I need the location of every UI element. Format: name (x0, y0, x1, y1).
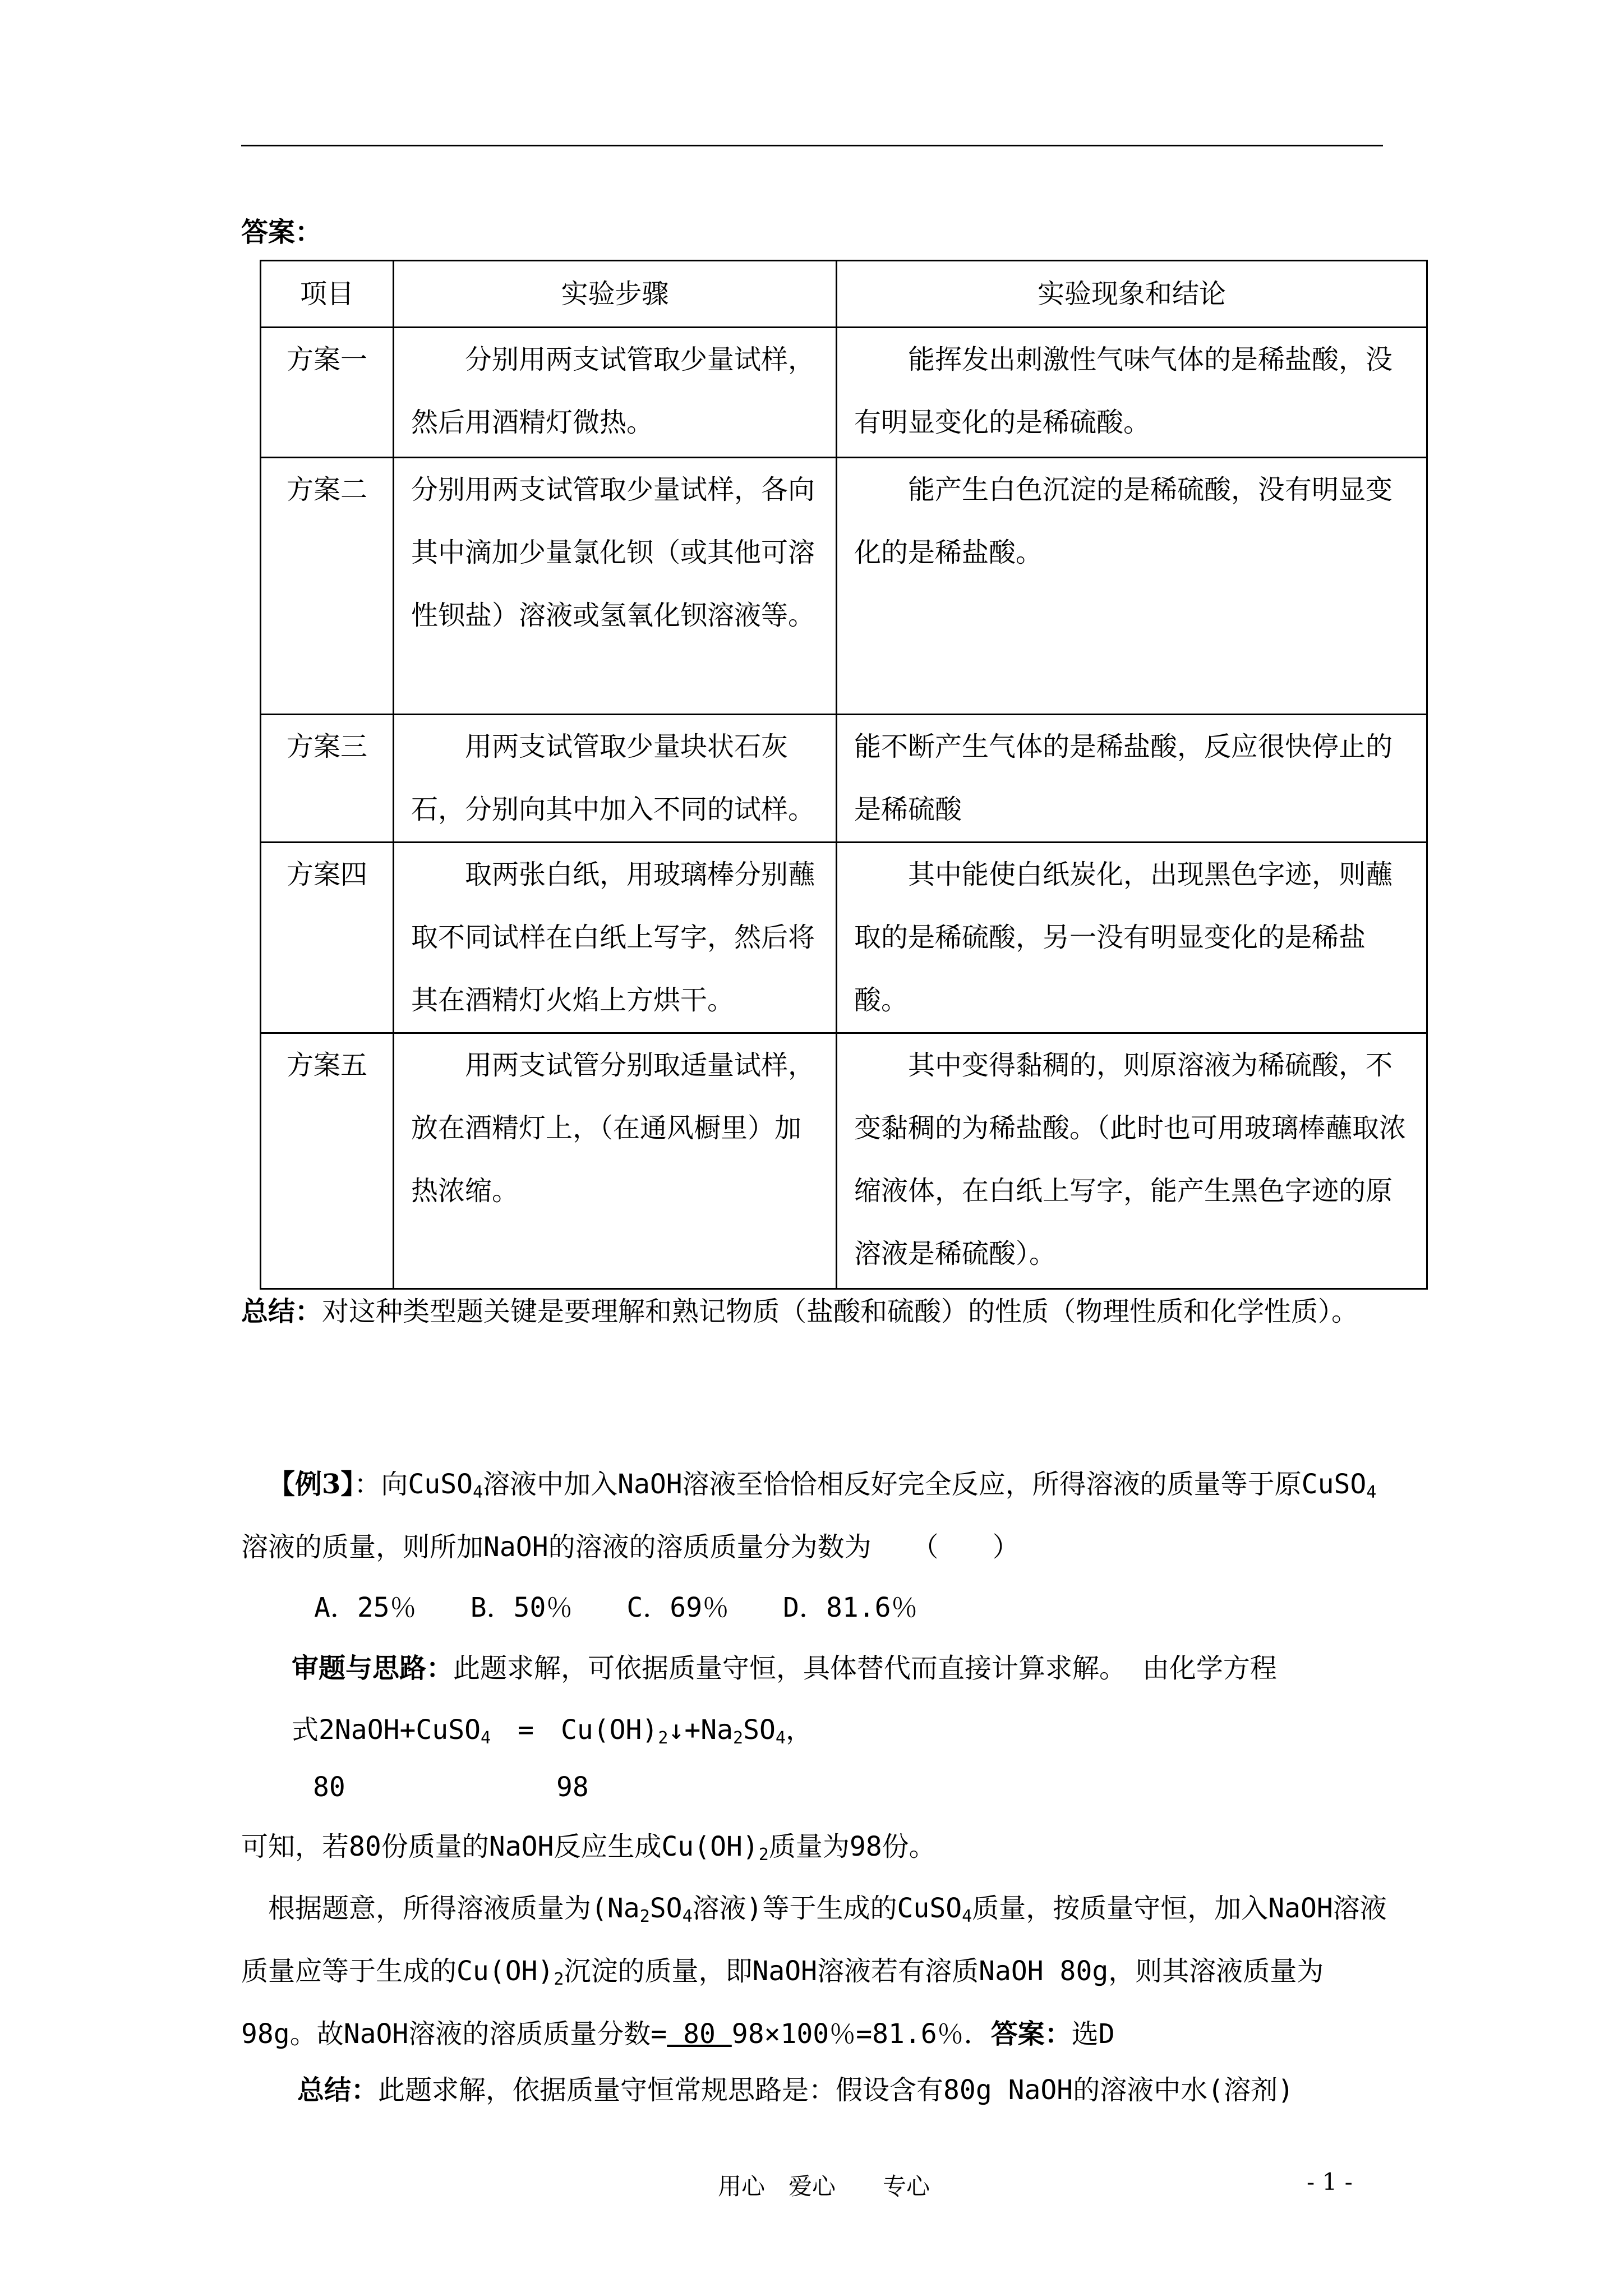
subscript: 2 (758, 1845, 769, 1865)
reasoning-text: 根据题意，所得溶液质量为(Na (268, 1893, 640, 1924)
row-name: 方案四 (261, 843, 394, 1033)
table-row (261, 458, 1427, 715)
subscript: 4 (962, 1907, 972, 1926)
chemical-equation (292, 1699, 1441, 1761)
table-header-row (261, 261, 1427, 328)
answer-label-inline: 答案： (990, 2018, 1072, 2050)
question-text: ：向CuSO (354, 1469, 473, 1500)
header-steps: 实验步骤 (394, 261, 837, 328)
reasoning-text: 98×100％=81.6％． (731, 2018, 991, 2050)
header-item: 项目 (261, 261, 394, 328)
subscript: 4 (1366, 1483, 1377, 1502)
subscript: 2 (639, 1907, 650, 1926)
subscript: 2 (554, 1970, 564, 1989)
summary-label: 总结： (297, 2074, 379, 2106)
analysis-label: 审题与思路： (292, 1653, 454, 1684)
row-result: 能不断产生气体的是稀盐酸，反应很快停止的是稀硫酸 (837, 715, 1427, 843)
table-row (261, 715, 1427, 843)
example-label: 【例3】 (268, 1469, 354, 1500)
row-result: 能挥发出刺激性气味气体的是稀盐酸，没有明显变化的是稀硫酸。 (837, 328, 1427, 458)
row-steps: 取两张白纸，用玻璃棒分别蘸取不同试样在白纸上写字，然后将其在酒精灯火焰上方烘干。 (394, 843, 837, 1033)
example-3-options: A．25％ B．50％ C．69％ D．81.6％ (314, 1592, 918, 1623)
row-name: 方案三 (261, 715, 394, 843)
analysis-text: 质量为98份。 (768, 1831, 936, 1862)
row-result: 能产生白色沉淀的是稀硫酸，没有明显变化的是稀盐酸。 (837, 458, 1427, 715)
summary-text: 此题求解，依据质量守恒常规思路是：假设含有80g NaOH的溶液中水(溶剂) (378, 2074, 1294, 2106)
mass-cuoh2: 98 (556, 1772, 589, 1803)
solution-table (260, 260, 1428, 1290)
footer-slogan: 用心 爱心 专心 (718, 2173, 930, 2200)
reasoning-text: 质量，按质量守恒，加入NaOH溶液质量应等于生成的Cu(OH) (241, 1893, 1387, 1987)
example-3-question (241, 1453, 1396, 1579)
table-row (261, 328, 1427, 458)
equation-part: ↓+Na (668, 1714, 734, 1746)
row-steps: 用两支试管分别取适量试样，放在酒精灯上，（在通风橱里）加热浓缩。 (394, 1033, 837, 1289)
answer-label: 答案： (241, 217, 322, 248)
reasoning-text: 溶液)等于生成的CuSO (692, 1893, 962, 1924)
header-rule (241, 145, 1383, 146)
header-result: 实验现象和结论 (837, 261, 1427, 328)
reasoning-text: 沉淀的质量，即NaOH溶液若有溶质NaOH 80g，则其溶液质量为98g。故NaOH溶液的溶质质量分数= (241, 1955, 1324, 2050)
row-steps: 用两支试管取少量块状石灰石，分别向其中加入不同的试样。 (394, 715, 837, 843)
subscript: 4 (682, 1907, 693, 1926)
row-name: 方案一 (261, 328, 394, 458)
equation-part: SO (743, 1714, 776, 1746)
mass-naoh: 80 (313, 1772, 345, 1803)
question-text: 溶液中加入NaOH溶液至恰恰相反好完全反应，所得溶液的质量等于原CuSO (483, 1469, 1367, 1500)
equation-part: = Cu(OH) (491, 1714, 658, 1746)
fraction-numerator: 80 (667, 2018, 732, 2050)
analysis-line (241, 1815, 1391, 1878)
answer-text: 选D (1071, 2018, 1115, 2050)
question-text: 溶液的质量，则所加NaOH的溶液的溶质质量分为数为 （ ） (241, 1531, 1020, 1563)
summary-label: 总结： (241, 1296, 322, 1327)
table-row (261, 1033, 1427, 1289)
subscript: 2 (733, 1728, 744, 1748)
row-result: 其中变得黏稠的，则原溶液为稀硫酸，不变黏稠的为稀盐酸。（此时也可用玻璃棒蘸取浓缩液体，在白纸上写字，能产生黑色字迹的原溶液是稀硫酸）。 (837, 1033, 1427, 1289)
analysis-text: 此题求解，可依据质量守恒，具体替代而直接计算求解。 由化学方程 (453, 1653, 1277, 1684)
row-name: 方案五 (261, 1033, 394, 1289)
analysis-text: 可知，若80份质量的NaOH反应生成Cu(OH) (241, 1831, 759, 1862)
subscript: 2 (658, 1728, 668, 1748)
subscript: 4 (775, 1728, 786, 1748)
summary-text: 对这种类型题关键是要理解和熟记物质（盐酸和硫酸）的性质（物理性质和化学性质）。 (322, 1296, 1359, 1327)
reasoning-text: SO (649, 1893, 683, 1924)
row-result: 其中能使白纸炭化，出现黑色字迹，则蘸取的是稀硫酸，另一没有明显变化的是稀盐酸。 (837, 843, 1427, 1033)
table-row (261, 843, 1427, 1033)
row-steps: 分别用两支试管取少量试样，然后用酒精灯微热。 (394, 328, 837, 458)
equation-part: 式2NaOH+CuSO (292, 1714, 481, 1746)
row-name: 方案二 (261, 458, 394, 715)
page-number: - 1 - (1307, 2168, 1353, 2196)
subscript: 4 (481, 1728, 491, 1748)
analysis-paragraph (292, 1637, 1391, 1700)
summary-paragraph-2 (297, 2059, 1391, 2122)
reasoning-paragraph (241, 1877, 1396, 2065)
summary-paragraph-1 (241, 1280, 1391, 1343)
equation-part: ， (785, 1714, 813, 1746)
row-steps: 分别用两支试管取少量试样，各向其中滴加少量氯化钡（或其他可溶性钡盐）溶液或氢氧化钡溶液等。 (394, 458, 837, 715)
subscript: 4 (473, 1483, 483, 1502)
